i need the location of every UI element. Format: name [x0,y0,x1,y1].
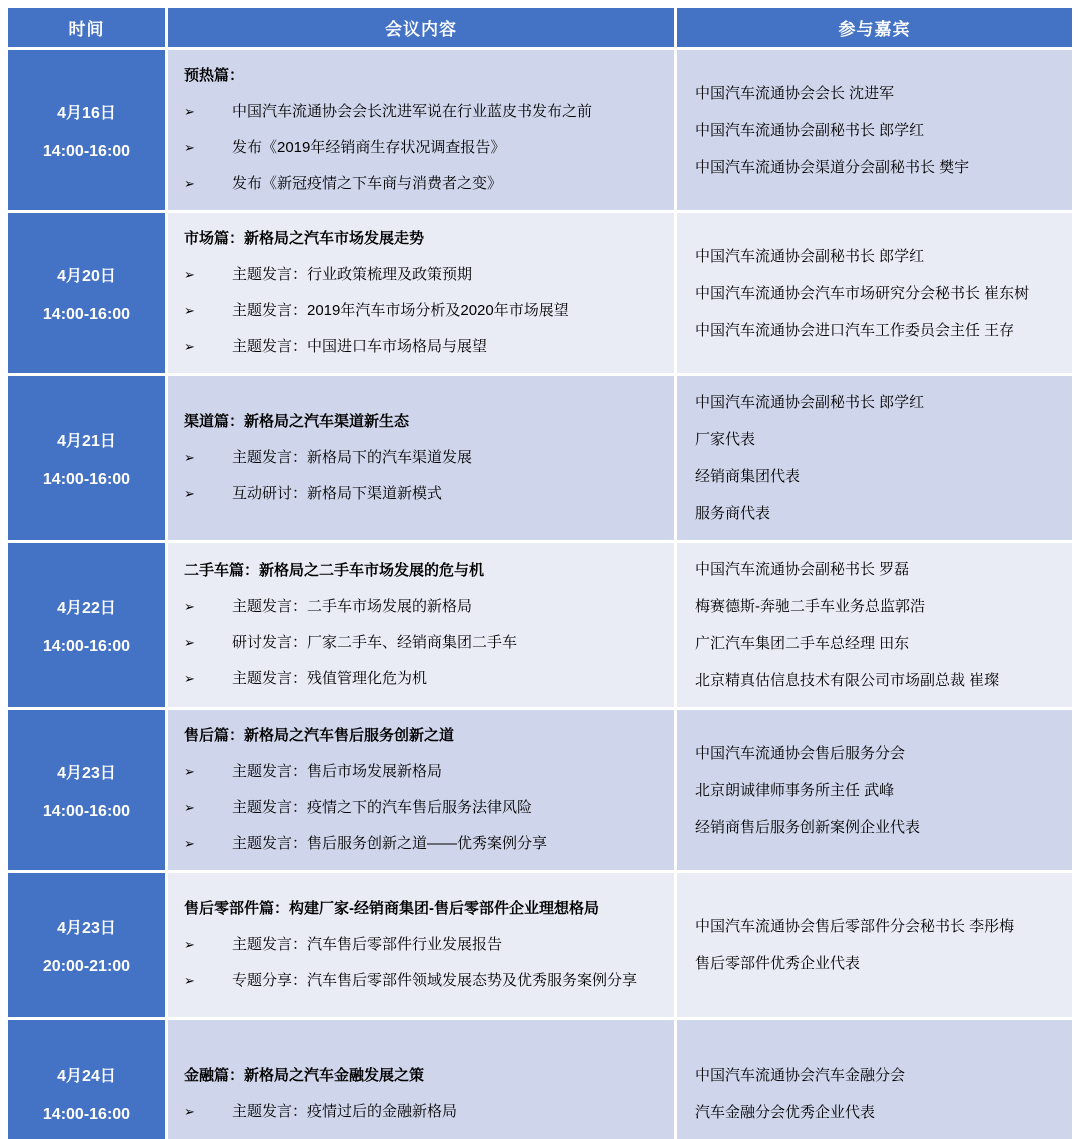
arrow-bullet-icon: ➢ [184,973,195,988]
agenda-item-text: 发布《新冠疫情之下车商与消费者之变》 [232,175,503,192]
session-title: 预热篇： [184,67,245,84]
guests-cell [677,543,1072,707]
arrow-bullet-icon: ➢ [184,671,195,686]
guest-line: 中国汽车流通协会汽车金融分会 [695,1066,906,1084]
content-cell [168,710,674,870]
arrow-bullet-icon: ➢ [184,104,195,119]
arrow-bullet-icon: ➢ [184,267,195,282]
agenda-item [184,293,664,329]
guest-line: 中国汽车流通协会副秘书长 郎学红 [695,121,925,139]
guest-line: 中国汽车流通协会副秘书长 郎学红 [695,394,925,411]
guest-line: 中国汽车流通协会汽车市场研究分会秘书长 崔东树 [695,284,1030,302]
guest-line: 中国汽车流通协会会长 沈进军 [695,84,895,102]
guest-line: 经销商售后服务创新案例企业代表 [695,818,921,836]
agenda-item [184,329,664,365]
content-cell [168,213,674,373]
agenda-item [184,927,664,963]
guest-line: 中国汽车流通协会售后零部件分会秘书长 李彤梅 [695,918,1015,935]
time-cell [8,50,165,210]
arrow-bullet-icon: ➢ [184,450,195,465]
agenda-item-text: 主题发言：疫情过后的金融新格局 [232,1102,458,1120]
agenda-item [184,589,664,625]
header-row [8,8,1072,47]
agenda-item [184,625,664,661]
schedule-row [8,1020,1072,1139]
agenda-item [184,754,664,790]
content-cell [168,50,674,210]
agenda-item [184,257,664,293]
agenda-item [184,130,664,166]
event-time: 14:00-16:00 [42,142,131,160]
agenda-item-text: 中国汽车流通协会会长沈进军说在行业蓝皮书发布之前 [232,103,593,120]
guest-line: 北京精真估信息技术有限公司市场副总裁 崔璨 [695,672,1000,689]
event-time: 20:00-21:00 [42,957,131,975]
schedule-row [8,710,1072,870]
guest-line: 汽车金融分会优秀企业代表 [695,1103,876,1121]
agenda-item-text: 主题发言：售后市场发展新格局 [232,763,443,780]
agenda-item-text: 主题发言：残值管理化危为机 [232,670,428,687]
session-title: 二手车篇：新格局之二手车市场发展的危与机 [184,562,485,579]
agenda-item [184,826,664,862]
schedule-row [8,376,1072,540]
agenda-item [184,166,664,202]
agenda-item [184,661,664,697]
agenda-item-text: 研讨发言：厂家二手车、经销商集团二手车 [232,634,518,651]
arrow-bullet-icon: ➢ [184,176,195,191]
guest-line: 服务商代表 [695,505,771,522]
arrow-bullet-icon: ➢ [184,303,195,318]
guest-line: 梅赛德斯-奔驰二手车业务总监郭浩 [695,598,925,615]
event-time: 14:00-16:00 [42,637,131,655]
arrow-bullet-icon: ➢ [184,1103,195,1119]
session-title: 售后零部件篇：构建厂家-经销商集团-售后零部件企业理想格局 [184,900,599,917]
session-title: 金融篇：新格局之汽车金融发展之策 [184,1066,425,1084]
time-cell [8,376,165,540]
event-time: 14:00-16:00 [42,802,131,820]
schedule-table [5,5,1075,1139]
event-date: 4月23日 [57,919,116,937]
event-time: 14:00-16:00 [42,305,131,323]
agenda-item-text: 互动研讨：新格局下渠道新模式 [232,485,443,502]
guest-line: 售后零部件优秀企业代表 [695,955,861,972]
agenda-item [184,1094,664,1130]
time-cell [8,543,165,707]
guest-line: 中国汽车流通协会进口汽车工作委员会主任 王存 [695,321,1015,339]
guest-line: 中国汽车流通协会渠道分会副秘书长 樊宇 [695,158,970,176]
arrow-bullet-icon: ➢ [184,486,195,501]
agenda-item-text: 主题发言：汽车售后零部件行业发展报告 [232,936,503,953]
guest-line: 北京朗诚律师事务所主任 武峰 [695,781,895,799]
guest-line: 广汇汽车集团二手车总经理 田东 [695,635,910,652]
arrow-bullet-icon: ➢ [184,635,195,650]
arrow-bullet-icon: ➢ [184,800,195,815]
arrow-bullet-icon: ➢ [184,140,195,155]
agenda-item-text: 主题发言：疫情之下的汽车售后服务法律风险 [232,799,533,816]
guests-cell [677,873,1072,1017]
agenda-item [184,440,664,476]
event-date: 4月22日 [57,599,116,617]
guest-line: 厂家代表 [695,431,756,448]
event-date: 4月23日 [57,764,116,782]
guest-line: 中国汽车流通协会副秘书长 郎学红 [695,247,925,265]
content-cell [168,873,674,1017]
content-cell [168,1020,674,1139]
guest-line: 中国汽车流通协会售后服务分会 [695,744,906,762]
time-cell [8,710,165,870]
content-cell [168,376,674,540]
schedule-row [8,50,1072,210]
header-content: 会议内容 [168,8,674,47]
event-date: 4月21日 [57,432,116,450]
content-cell [168,543,674,707]
arrow-bullet-icon: ➢ [184,339,195,354]
schedule-row [8,543,1072,707]
guests-cell [677,710,1072,870]
session-title: 市场篇：新格局之汽车市场发展走势 [184,230,425,247]
arrow-bullet-icon: ➢ [184,599,195,614]
agenda-item [184,476,664,512]
session-title: 售后篇：新格局之汽车售后服务创新之道 [184,727,455,744]
guest-line: 经销商集团代表 [695,468,801,485]
arrow-bullet-icon: ➢ [184,764,195,779]
event-date: 4月20日 [57,267,116,285]
header-time: 时间 [8,8,165,47]
agenda-item [184,963,664,999]
event-date: 4月16日 [57,104,116,122]
guests-cell [677,213,1072,373]
agenda-item-text: 主题发言：2019年汽车市场分析及2020年市场展望 [232,302,569,319]
event-time: 14:00-16:00 [42,1106,131,1123]
agenda-item-text: 主题发言：二手车市场发展的新格局 [232,598,473,615]
guests-cell [677,1020,1072,1139]
agenda-item [184,790,664,826]
time-cell [8,873,165,1017]
agenda-item-text: 主题发言：行业政策梳理及政策预期 [232,266,473,283]
agenda-item-text: 主题发言：售后服务创新之道——优秀案例分享 [232,835,548,852]
table-body [8,50,1072,1139]
agenda-item-text: 主题发言：新格局下的汽车渠道发展 [232,449,473,466]
session-title: 渠道篇：新格局之汽车渠道新生态 [184,413,410,430]
agenda-item [184,94,664,130]
header-guests: 参与嘉宾 [677,8,1072,47]
agenda-item-text: 发布《2019年经销商生存状况调查报告》 [232,139,506,156]
schedule-row [8,213,1072,373]
arrow-bullet-icon: ➢ [184,937,195,952]
event-time: 14:00-16:00 [42,470,131,488]
guests-cell [677,50,1072,210]
arrow-bullet-icon: ➢ [184,836,195,851]
schedule-row [8,873,1072,1017]
agenda-item-text: 专题分享：汽车售后零部件领域发展态势及优秀服务案例分享 [232,972,638,989]
guests-cell [677,376,1072,540]
agenda-item-text: 主题发言：中国进口车市场格局与展望 [232,338,488,355]
guest-line: 中国汽车流通协会副秘书长 罗磊 [695,561,910,578]
event-date: 4月24日 [57,1068,116,1085]
time-cell [8,213,165,373]
time-cell [8,1020,165,1139]
